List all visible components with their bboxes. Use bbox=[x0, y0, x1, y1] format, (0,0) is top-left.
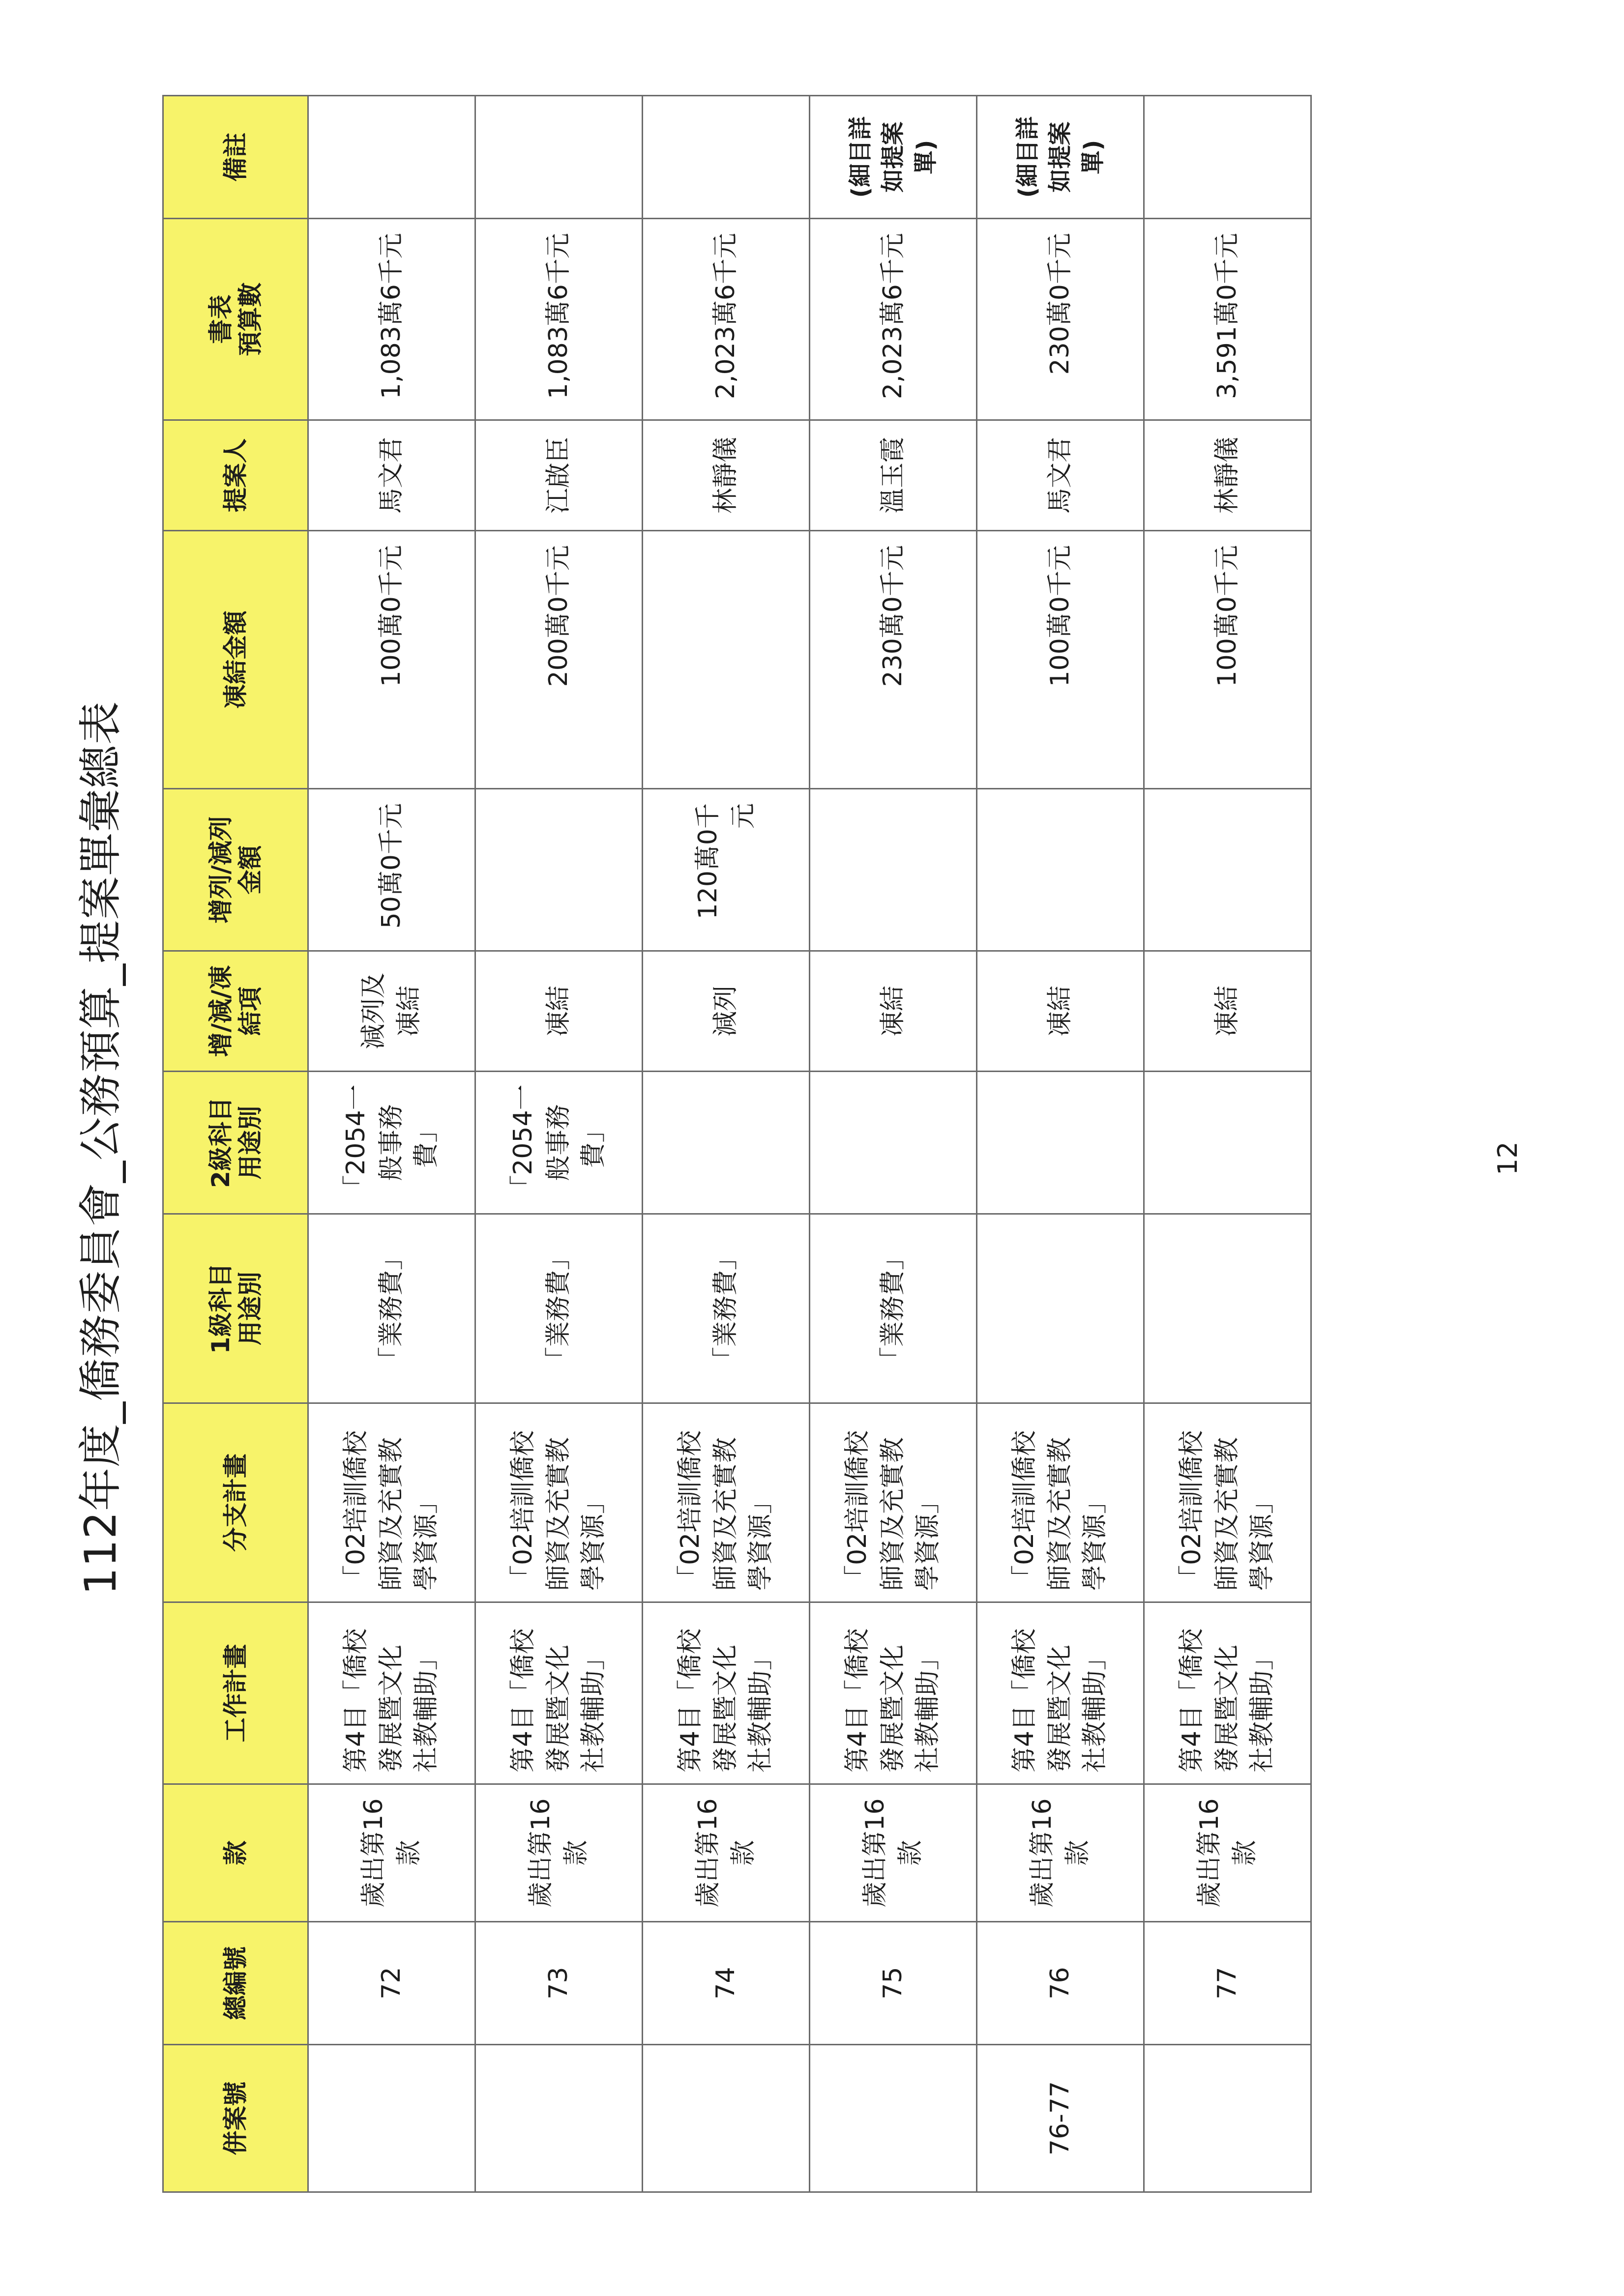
table-row bbox=[308, 96, 475, 2192]
cell-section: 歲出第16 款 bbox=[977, 1784, 1144, 1922]
cell-work-plan: 第4目「僑校 發展暨文化 社教輔助」 bbox=[977, 1602, 1144, 1784]
header-branch-plan: 分支計畫 bbox=[163, 1403, 308, 1602]
cell-adjust-amount: 50萬0千元 bbox=[308, 789, 475, 951]
header-note: 備註 bbox=[163, 96, 308, 219]
cell-level1 bbox=[1144, 1214, 1311, 1403]
cell-work-plan: 第4目「僑校 發展暨文化 社教輔助」 bbox=[810, 1602, 977, 1784]
cell-branch-plan: 「02培訓僑校 師資及充實教 學資源」 bbox=[643, 1403, 810, 1602]
cell-serial: 74 bbox=[643, 1922, 810, 2045]
cell-branch-plan: 「02培訓僑校 師資及充實教 學資源」 bbox=[977, 1403, 1144, 1602]
cell-budget: 1,083萬6千元 bbox=[475, 219, 643, 420]
header-section: 款 bbox=[163, 1784, 308, 1922]
cell-budget: 2,023萬6千元 bbox=[810, 219, 977, 420]
cell-level2 bbox=[643, 1072, 810, 1214]
cell-freeze-amount bbox=[643, 531, 810, 789]
cell-merged-case bbox=[643, 2045, 810, 2192]
cell-branch-plan: 「02培訓僑校 師資及充實教 學資源」 bbox=[308, 1403, 475, 1602]
cell-adjust-amount: 120萬0千元 bbox=[643, 789, 810, 951]
cell-level2: 「2054一 般事務 費」 bbox=[308, 1072, 475, 1214]
cell-section: 歲出第16 款 bbox=[475, 1784, 643, 1922]
cell-serial: 77 bbox=[1144, 1922, 1311, 2045]
cell-freeze-amount: 200萬0千元 bbox=[475, 531, 643, 789]
cell-level1: 「業務費」 bbox=[643, 1214, 810, 1403]
header-serial: 總編號 bbox=[163, 1922, 308, 2045]
cell-proposer: 林靜儀 bbox=[1144, 420, 1311, 531]
cell-section: 歲出第16 款 bbox=[643, 1784, 810, 1922]
cell-note: (細目詳 如提案 單) bbox=[810, 96, 977, 219]
cell-freeze-amount: 230萬0千元 bbox=[810, 531, 977, 789]
header-action: 增/減/凍 結項 bbox=[163, 951, 308, 1072]
header-merged-case: 併案號 bbox=[163, 2045, 308, 2192]
cell-adjust-amount bbox=[1144, 789, 1311, 951]
cell-level1: 「業務費」 bbox=[810, 1214, 977, 1403]
cell-action: 減列及 凍結 bbox=[308, 951, 475, 1072]
cell-adjust-amount bbox=[810, 789, 977, 951]
document-title: 112年度_僑務委員會_公務預算_提案單彙總表 bbox=[75, 701, 126, 1595]
cell-action: 凍結 bbox=[977, 951, 1144, 1072]
cell-note bbox=[643, 96, 810, 219]
cell-action: 減列 bbox=[643, 951, 810, 1072]
header-row bbox=[163, 96, 308, 2192]
cell-budget: 3,591萬0千元 bbox=[1144, 219, 1311, 420]
cell-budget: 2,023萬6千元 bbox=[643, 219, 810, 420]
cell-work-plan: 第4目「僑校 發展暨文化 社教輔助」 bbox=[308, 1602, 475, 1784]
header-level1: 1級科目 用途別 bbox=[163, 1214, 308, 1403]
cell-serial: 73 bbox=[475, 1922, 643, 2045]
cell-section: 歲出第16 款 bbox=[1144, 1784, 1311, 1922]
cell-level1: 「業務費」 bbox=[475, 1214, 643, 1403]
cell-adjust-amount bbox=[977, 789, 1144, 951]
cell-note bbox=[475, 96, 643, 219]
header-freeze-amount: 凍結金額 bbox=[163, 531, 308, 789]
table-row bbox=[643, 96, 810, 2192]
cell-branch-plan: 「02培訓僑校 師資及充實教 學資源」 bbox=[475, 1403, 643, 1602]
cell-action: 凍結 bbox=[810, 951, 977, 1072]
table-row bbox=[810, 96, 977, 2192]
cell-serial: 75 bbox=[810, 1922, 977, 2045]
cell-freeze-amount: 100萬0千元 bbox=[1144, 531, 1311, 789]
cell-proposer: 林靜儀 bbox=[643, 420, 810, 531]
header-level2: 2級科目 用途別 bbox=[163, 1072, 308, 1214]
cell-note bbox=[308, 96, 475, 219]
cell-level2 bbox=[810, 1072, 977, 1214]
cell-freeze-amount: 100萬0千元 bbox=[977, 531, 1144, 789]
cell-serial: 72 bbox=[308, 1922, 475, 2045]
cell-adjust-amount bbox=[475, 789, 643, 951]
cell-work-plan: 第4目「僑校 發展暨文化 社教輔助」 bbox=[1144, 1602, 1311, 1784]
cell-proposer: 溫玉霞 bbox=[810, 420, 977, 531]
cell-level2: 「2054一 般事務 費」 bbox=[475, 1072, 643, 1214]
cell-level1: 「業務費」 bbox=[308, 1214, 475, 1403]
page-number: 12 bbox=[1492, 1141, 1523, 1175]
cell-branch-plan: 「02培訓僑校 師資及充實教 學資源」 bbox=[810, 1403, 977, 1602]
cell-budget: 230萬0千元 bbox=[977, 219, 1144, 420]
header-work-plan: 工作計畫 bbox=[163, 1602, 308, 1784]
cell-action: 凍結 bbox=[1144, 951, 1311, 1072]
cell-merged-case bbox=[308, 2045, 475, 2192]
cell-merged-case bbox=[475, 2045, 643, 2192]
cell-proposer: 馬文君 bbox=[308, 420, 475, 531]
cell-work-plan: 第4目「僑校 發展暨文化 社教輔助」 bbox=[475, 1602, 643, 1784]
cell-work-plan: 第4目「僑校 發展暨文化 社教輔助」 bbox=[643, 1602, 810, 1784]
cell-level1 bbox=[977, 1214, 1144, 1403]
cell-level2 bbox=[1144, 1072, 1311, 1214]
table-row bbox=[1144, 96, 1311, 2192]
header-proposer: 提案人 bbox=[163, 420, 308, 531]
cell-note bbox=[1144, 96, 1311, 219]
table-row bbox=[977, 96, 1144, 2192]
header-adjust-amount: 增列/減列 金額 bbox=[163, 789, 308, 951]
header-budget: 書表 預算數 bbox=[163, 219, 308, 420]
table-row bbox=[475, 96, 643, 2192]
cell-branch-plan: 「02培訓僑校 師資及充實教 學資源」 bbox=[1144, 1403, 1311, 1602]
cell-proposer: 馬文君 bbox=[977, 420, 1144, 531]
proposal-summary-table bbox=[162, 95, 1312, 2193]
cell-section: 歲出第16 款 bbox=[810, 1784, 977, 1922]
cell-level2 bbox=[977, 1072, 1144, 1214]
cell-budget: 1,083萬6千元 bbox=[308, 219, 475, 420]
cell-merged-case bbox=[810, 2045, 977, 2192]
cell-merged-case: 76-77 bbox=[977, 2045, 1144, 2192]
cell-proposer: 江啟臣 bbox=[475, 420, 643, 531]
cell-note: (細目詳 如提案 單) bbox=[977, 96, 1144, 219]
cell-action: 凍結 bbox=[475, 951, 643, 1072]
cell-section: 歲出第16 款 bbox=[308, 1784, 475, 1922]
cell-serial: 76 bbox=[977, 1922, 1144, 2045]
cell-merged-case bbox=[1144, 2045, 1311, 2192]
cell-freeze-amount: 100萬0千元 bbox=[308, 531, 475, 789]
